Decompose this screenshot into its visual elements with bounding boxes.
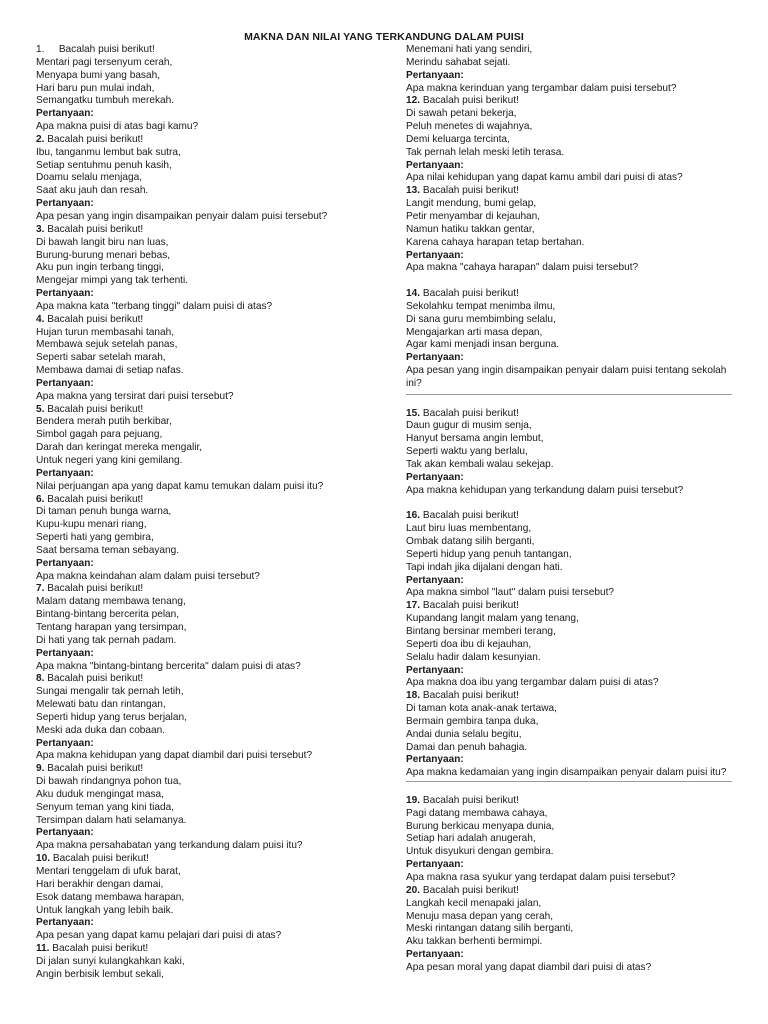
poem-line: Kupandang langit malam yang tenang, [406, 613, 579, 625]
spacer [406, 395, 736, 408]
poem-instruction: Bacalah puisi berikut! [422, 690, 519, 702]
poem-header [36, 404, 396, 417]
poem-header [406, 795, 736, 808]
poem-line: Seperti doa ibu di kejauhan, [406, 638, 532, 650]
question-text: Apa nilai kehidupan yang dapat kamu ambil dari puisi di atas? [406, 172, 683, 184]
spacer [406, 782, 736, 795]
poem-line: Seperti waktu yang berlalu, [406, 446, 528, 458]
poem-line: Hari baru pun mulai indah, [36, 82, 155, 94]
poem-header [406, 408, 736, 421]
question-text: Nilai perjuangan apa yang dapat kamu temukan dalam puisi itu? [36, 480, 324, 492]
poem-number: 3. [36, 223, 45, 235]
poem-line: Pagi datang membawa cahaya, [406, 807, 548, 819]
question-label: Pertanyaan: [406, 249, 464, 261]
question-text: Apa makna rasa syukur yang terdapat dalam puisi tersebut? [406, 872, 676, 883]
question-text: Apa pesan moral yang dapat diambil dari puisi di atas? [406, 961, 652, 973]
poem-line: Setiap sentuhmu penuh kasih, [36, 159, 172, 171]
poem-line: Saat aku jauh dan resah. [36, 185, 149, 197]
poem-line: Tersimpan dalam hati selamanya. [36, 814, 187, 826]
poem-header [36, 943, 396, 956]
poem-line: Namun hatiku takkan gentar, [406, 223, 535, 235]
question-label: Pertanyaan: [36, 108, 94, 120]
question-label: Pertanyaan: [406, 754, 464, 766]
poem-line: Tak akan kembali walau sekejap. [406, 459, 554, 470]
poem-header [406, 288, 736, 301]
poem-line: Melewati batu dan rintangan, [36, 699, 166, 711]
question-label: Pertanyaan: [406, 859, 464, 871]
poem-line: Darah dan keringat mereka mengalir, [36, 442, 203, 454]
poem-line: Bintang-bintang bercerita pelan, [36, 609, 180, 621]
poem-line: Seperti hidup yang terus berjalan, [36, 711, 187, 723]
spacer [406, 275, 736, 288]
poem-instruction: Bacalah puisi berikut! [52, 853, 149, 865]
poem-line: Aku takkan berhenti bermimpi. [406, 936, 543, 948]
poem-line: Demi keluarga tercinta, [406, 133, 510, 145]
poem-instruction: Bacalah puisi berikut! [58, 44, 155, 55]
poem-instruction: Bacalah puisi berikut! [47, 673, 144, 685]
question-text: Apa pesan yang ingin disampaikan penyair dalam puisi tersebut? [36, 210, 328, 222]
poem-line: Mengejar mimpi yang tak terhenti. [36, 275, 189, 287]
poem-instruction: Bacalah puisi berikut! [47, 223, 144, 235]
poem-instruction: Bacalah puisi berikut! [47, 763, 144, 775]
poem-line: Menyapa bumi yang basah, [36, 69, 161, 81]
poem-line: Hanyut bersama angin lembut, [406, 433, 544, 445]
poem-number: 10. [36, 853, 51, 865]
poem-line: Tak pernah lelah meski letih terasa. [406, 146, 565, 158]
poem-header [36, 314, 396, 327]
poem-instruction: Bacalah puisi berikut! [47, 403, 144, 415]
poem-header [406, 95, 736, 108]
poem-line: Langit mendung, bumi gelap, [406, 198, 537, 210]
poem-line: Doamu selalu menjaga, [36, 172, 143, 184]
poem-line: Di taman kota anak-anak tertawa, [406, 703, 557, 715]
question-label: Pertanyaan: [36, 467, 94, 479]
poem-line: Merindu sahabat sejati. [406, 56, 511, 68]
poem-line: Di hati yang tak pernah padam. [36, 634, 177, 646]
right-column [406, 44, 736, 975]
question-label: Pertanyaan: [406, 352, 464, 364]
poem-line: Angin berbisik lembut sekali, [36, 968, 164, 980]
question-text: Apa makna kerinduan yang tergambar dalam puisi tersebut? [406, 82, 677, 94]
poem-line: Ombak datang silih berganti, [406, 536, 535, 548]
poem-line: Simbol gagah para pejuang, [36, 429, 163, 441]
poem-number: 19. [406, 794, 421, 806]
poem-instruction: Bacalah puisi berikut! [52, 943, 149, 955]
poem-instruction: Bacalah puisi berikut! [47, 313, 144, 325]
poem-line: Bermain gembira tanpa duka, [406, 715, 539, 727]
poem-line: Di bawah langit biru nan luas, [36, 236, 169, 248]
poem-header [406, 885, 736, 898]
poem-instruction: Bacalah puisi berikut! [422, 407, 519, 419]
question-text: Apa makna kedamaian yang ingin disampaikan penyair dalam puisi itu? [406, 767, 732, 782]
question-label: Pertanyaan: [406, 69, 464, 81]
poem-line: Untuk langkah yang lebih baik. [36, 904, 174, 916]
poem-instruction: Bacalah puisi berikut! [422, 600, 519, 612]
poem-line: Mentari pagi tersenyum cerah, [36, 56, 173, 68]
poem-line: Agar kami menjadi insan berguna. [406, 339, 560, 351]
poem-line: Mengajarkan arti masa depan, [406, 326, 543, 338]
poem-header [36, 134, 396, 147]
poem-line: Untuk negeri yang kini gemilang. [36, 455, 183, 466]
poem-line: Bintang bersinar memberi terang, [406, 625, 556, 637]
poem-header [36, 583, 396, 596]
poem-number: 11. [36, 943, 50, 955]
question-text: Apa makna doa ibu yang tergambar dalam puisi di atas? [406, 677, 659, 689]
poem-header [406, 690, 736, 703]
poem-number: 16. [406, 510, 421, 522]
question-text: Apa makna kehidupan yang terkandung dalam puisi tersebut? [406, 484, 684, 496]
poem-line: Laut biru luas membentang, [406, 523, 532, 535]
poem-line: Semangatku tumbuh merekah. [36, 95, 175, 107]
question-text: Apa makna "bintang-bintang bercerita" dalam puisi di atas? [36, 660, 301, 672]
poem-number: 12. [406, 95, 421, 107]
question-label: Pertanyaan: [406, 471, 464, 483]
poem-line: Bendera merah putih berkibar, [36, 416, 172, 428]
poem-line: Senyum teman yang kini tiada, [36, 801, 175, 813]
question-text: Apa makna persahabatan yang terkandung dalam puisi itu? [36, 840, 303, 852]
poem-header [36, 494, 396, 507]
question-text: Apa pesan yang dapat kamu pelajari dari puisi di atas? [36, 930, 282, 942]
question-label: Pertanyaan: [406, 664, 464, 676]
poem-line: Selalu hadir dalam kesunyian. [406, 651, 541, 663]
poem-line: Burung berkicau menyapa dunia, [406, 820, 555, 832]
poem-line: Sekolahku tempat menimba ilmu, [406, 300, 556, 312]
question-text: Apa makna simbol "laut" dalam puisi tersebut? [406, 587, 615, 599]
poem-number: 8. [36, 673, 45, 685]
poem-line: Sungai mengalir tak pernah letih, [36, 686, 184, 698]
question-text: Apa makna puisi di atas bagi kamu? [36, 121, 199, 133]
poem-line: Meski ada duka dan cobaan. [36, 724, 166, 736]
question-text: Apa makna keindahan alam dalam puisi tersebut? [36, 570, 260, 582]
left-column [36, 44, 396, 982]
question-label: Pertanyaan: [36, 377, 94, 389]
question-label: Pertanyaan: [36, 647, 94, 659]
poem-number: 13. [406, 185, 421, 197]
poem-line: Peluh menetes di wajahnya, [406, 121, 533, 133]
page-title: MAKNA DAN NILAI YANG TERKANDUNG DALAM PUISI [244, 31, 524, 43]
poem-header [406, 185, 736, 198]
poem-header [36, 44, 396, 57]
poem-line: Daun gugur di musim senja, [406, 420, 532, 432]
poem-line: Kupu-kupu menari riang, [36, 519, 147, 531]
poem-line: Ibu, tanganmu lembut bak sutra, [36, 146, 181, 158]
poem-instruction: Bacalah puisi berikut! [422, 794, 519, 806]
poem-line: Langkah kecil menapaki jalan, [406, 897, 542, 909]
poem-instruction: Bacalah puisi berikut! [47, 133, 144, 145]
poem-line: Untuk disyukuri dengan gembira. [406, 846, 554, 858]
poem-line: Seperti sabar setelah marah, [36, 352, 166, 364]
poem-line: Membawa damai di setiap nafas. [36, 365, 184, 377]
question-label: Pertanyaan: [36, 827, 94, 839]
poem-line: Tentang harapan yang tersimpan, [36, 621, 187, 633]
question-text: Apa makna kehidupan yang dapat diambil dari puisi tersebut? [36, 750, 313, 762]
poem-number: 6. [36, 493, 45, 505]
poem-instruction: Bacalah puisi berikut! [47, 583, 144, 595]
poem-instruction: Bacalah puisi berikut! [422, 185, 519, 197]
poem-line: Saat bersama teman sebayang. [36, 544, 180, 556]
poem-header [36, 853, 396, 866]
poem-header [406, 600, 736, 613]
question-label: Pertanyaan: [36, 557, 94, 569]
poem-instruction: Bacalah puisi berikut! [47, 493, 144, 505]
poem-number: 1. [36, 44, 45, 55]
poem-line: Di sana guru membimbing selalu, [406, 313, 556, 325]
question-label: Pertanyaan: [36, 917, 94, 929]
poem-line: Di taman penuh bunga warna, [36, 506, 172, 518]
question-label: Pertanyaan: [36, 288, 94, 300]
spacer [406, 498, 736, 511]
poem-line: Andai dunia selalu begitu, [406, 728, 522, 740]
poem-number: 14. [406, 288, 421, 300]
poem-number: 4. [36, 313, 45, 325]
question-label: Pertanyaan: [406, 949, 464, 961]
poem-number: 2. [36, 133, 45, 145]
poem-instruction: Bacalah puisi berikut! [422, 95, 519, 107]
poem-line: Membawa sejuk setelah panas, [36, 339, 178, 351]
question-label: Pertanyaan: [406, 574, 464, 586]
poem-line: Burung-burung menari bebas, [36, 249, 171, 261]
poem-instruction: Bacalah puisi berikut! [422, 288, 519, 300]
poem-number: 17. [406, 600, 421, 612]
question-label: Pertanyaan: [36, 737, 94, 749]
poem-line: Seperti hidup yang penuh tantangan, [406, 548, 572, 560]
poem-line: Esok datang membawa harapan, [36, 891, 185, 903]
poem-line: Di jalan sunyi kulangkahkan kaki, [36, 955, 185, 967]
poem-header [406, 510, 736, 523]
poem-line: Aku pun ingin terbang tinggi, [36, 262, 164, 274]
poem-line: Damai dan penuh bahagia. [406, 741, 528, 753]
poem-instruction: Bacalah puisi berikut! [422, 510, 519, 522]
poem-line: Hujan turun membasahi tanah, [36, 326, 175, 338]
poem-line: Petir menyambar di kejauhan, [406, 210, 541, 222]
poem-line: Di bawah rindangnya pohon tua, [36, 776, 182, 788]
poem-header [36, 763, 396, 776]
poem-line: Di sawah petani bekerja, [406, 108, 517, 120]
poem-line: Tapi indah jika dijalani dengan hati. [406, 561, 563, 573]
poem-line: Menemani hati yang sendiri, [406, 44, 533, 55]
poem-line: Menuju masa depan yang cerah, [406, 910, 554, 922]
question-label: Pertanyaan: [406, 159, 464, 171]
question-text: Apa makna "cahaya harapan" dalam puisi tersebut? [406, 262, 639, 274]
poem-line: Karena cahaya harapan tetap bertahan. [406, 236, 585, 248]
poem-instruction: Bacalah puisi berikut! [422, 884, 519, 896]
question-text: Apa makna yang tersirat dari puisi tersebut? [36, 390, 234, 402]
poem-number: 18. [406, 690, 421, 702]
question-text: Apa pesan yang ingin disampaikan penyair dalam puisi tentang sekolah ini? [406, 365, 732, 395]
question-label: Pertanyaan: [36, 198, 94, 210]
question-text: Apa makna kata "terbang tinggi" dalam puisi di atas? [36, 300, 273, 312]
poem-line: Meski rintangan datang silih berganti, [406, 923, 574, 935]
poem-number: 7. [36, 583, 45, 595]
poem-header [36, 224, 396, 237]
poem-number: 5. [36, 403, 45, 415]
poem-number: 15. [406, 407, 421, 419]
poem-line: Mentari tenggelam di ufuk barat, [36, 866, 181, 877]
poem-line: Seperti hati yang gembira, [36, 532, 154, 544]
poem-line: Hari berakhir dengan damai, [36, 878, 164, 890]
poem-line: Aku duduk mengingat masa, [36, 788, 164, 800]
poem-number: 20. [406, 884, 421, 896]
poem-header [36, 673, 396, 686]
poem-number: 9. [36, 763, 45, 775]
poem-line: Setiap hari adalah anugerah, [406, 833, 536, 845]
poem-line: Malam datang membawa tenang, [36, 596, 186, 608]
